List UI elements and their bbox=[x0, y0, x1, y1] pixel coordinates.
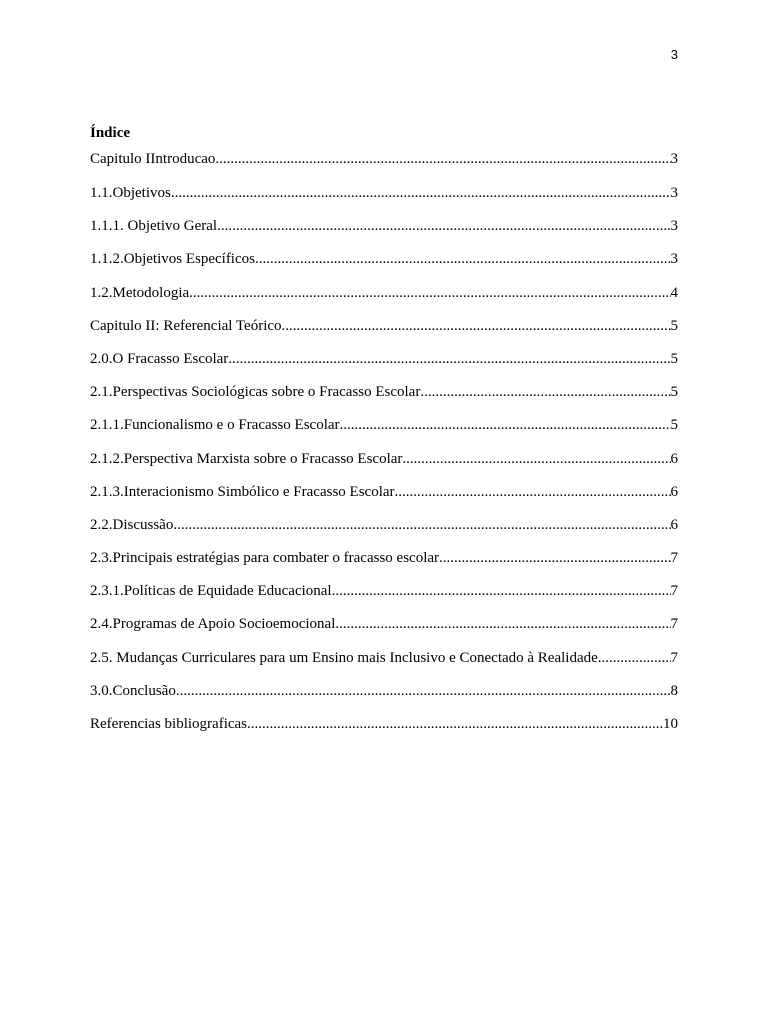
toc-entry-mudancas-curriculares[interactable] bbox=[90, 648, 678, 681]
toc-entry-perspectiva-marxista[interactable] bbox=[90, 449, 678, 482]
toc-dot-leader bbox=[340, 415, 671, 435]
toc-entry-page: 10 bbox=[663, 716, 678, 732]
toc-entry-page: 7 bbox=[670, 616, 678, 633]
toc-dot-leader bbox=[402, 449, 670, 469]
toc-entry-conclusao[interactable] bbox=[90, 681, 678, 714]
toc-dot-leader bbox=[215, 149, 670, 169]
toc-title: Índice bbox=[90, 125, 131, 141]
toc-entry-page: 3 bbox=[670, 251, 678, 268]
toc-dot-leader bbox=[171, 183, 671, 203]
toc-entry-label: 2.3.1.Políticas de Equidade Educacional bbox=[90, 583, 332, 600]
toc-entry-page: 3 bbox=[670, 151, 678, 167]
toc-entry-objetivos-especificos[interactable] bbox=[90, 249, 678, 282]
toc-entry-metodologia[interactable] bbox=[90, 283, 678, 316]
toc-dot-leader bbox=[282, 316, 671, 336]
toc-entry-objetivo-geral[interactable] bbox=[90, 216, 678, 249]
toc-entry-page: 6 bbox=[670, 483, 678, 500]
toc-entry-page: 7 bbox=[670, 649, 678, 666]
toc-entry-label: 2.3.Principais estratégias para combater o fracasso escolar bbox=[90, 550, 440, 567]
toc-entry-label: 2.1.3.Interacionismo Simbólico e Fracasso Escolar bbox=[90, 483, 395, 500]
toc-entry-objetivos[interactable] bbox=[90, 183, 678, 216]
toc-entry-label: 3.0.Conclusão bbox=[90, 682, 176, 699]
toc-dot-leader bbox=[335, 614, 670, 634]
toc-entry-label: 2.1.Perspectivas Sociológicas sobre o Fracasso Escolar bbox=[90, 384, 421, 401]
toc-entry-page: 5 bbox=[670, 384, 678, 401]
toc-entry-page: 7 bbox=[670, 550, 678, 567]
toc-entry-referencias[interactable] bbox=[90, 714, 678, 747]
toc-entry-label: 1.1.Objetivos bbox=[90, 185, 171, 201]
toc-entry-discussao[interactable] bbox=[90, 515, 678, 548]
toc-entry-page: 5 bbox=[670, 417, 678, 434]
toc-entry-fracasso-escolar[interactable] bbox=[90, 349, 678, 382]
toc-entry-page: 5 bbox=[670, 350, 678, 367]
toc-dot-leader bbox=[247, 714, 663, 734]
toc-dot-leader bbox=[439, 548, 670, 568]
toc-entry-label: 2.5. Mudanças Curriculares para um Ensino mais Inclusivo e Conectado à Realidade bbox=[90, 649, 598, 666]
toc-entry-label: 1.1.2.Objetivos Específicos bbox=[90, 251, 255, 268]
toc-entry-page: 6 bbox=[670, 516, 678, 533]
toc-entry-label: Referencias bibliograficas bbox=[90, 716, 248, 732]
toc-entry-referencial-teorico[interactable] bbox=[90, 316, 678, 349]
toc-entry-label: Capitulo II: Referencial Teórico bbox=[90, 317, 282, 334]
toc-entry-label: 2.1.2.Perspectiva Marxista sobre o Fracasso Escolar bbox=[90, 450, 403, 467]
toc-dot-leader bbox=[598, 648, 671, 668]
toc-dot-leader bbox=[395, 482, 671, 502]
toc-dot-leader bbox=[420, 382, 670, 402]
toc-entry-page: 5 bbox=[670, 317, 678, 334]
toc-entry-label: 1.2.Metodologia bbox=[90, 284, 190, 301]
toc-entry-page: 4 bbox=[670, 284, 678, 301]
toc-entry-label: 1.1.1. Objetivo Geral bbox=[90, 218, 218, 235]
toc-entry-label: 2.0.O Fracasso Escolar bbox=[90, 350, 229, 367]
toc-dot-leader bbox=[217, 216, 670, 236]
toc-entry-label: 2.2.Discussão bbox=[90, 516, 174, 533]
page-number: 3 bbox=[670, 47, 678, 62]
toc-entry-label: Capitulo IIntroducao bbox=[90, 151, 216, 167]
toc-entry-perspectivas-sociologicas[interactable] bbox=[90, 382, 678, 415]
toc-entry-introducao[interactable] bbox=[90, 149, 678, 183]
toc-entry-page: 7 bbox=[670, 583, 678, 600]
toc-entry-label: 2.4.Programas de Apoio Socioemocional bbox=[90, 616, 336, 633]
toc-dot-leader bbox=[255, 249, 671, 269]
toc-entry-politicas-equidade[interactable] bbox=[90, 581, 678, 614]
toc-dot-leader bbox=[176, 681, 671, 701]
toc-entry-page: 6 bbox=[670, 450, 678, 467]
toc-entry-page: 8 bbox=[670, 682, 678, 699]
toc-entry-page: 3 bbox=[670, 185, 678, 201]
table-of-contents bbox=[90, 149, 678, 747]
toc-entry-funcionalismo[interactable] bbox=[90, 415, 678, 448]
toc-dot-leader bbox=[189, 283, 670, 303]
toc-entry-page: 3 bbox=[670, 218, 678, 235]
toc-dot-leader bbox=[332, 581, 671, 601]
toc-dot-leader bbox=[228, 349, 670, 369]
toc-entry-principais-estrategias[interactable] bbox=[90, 548, 678, 581]
toc-entry-apoio-socioemocional[interactable] bbox=[90, 614, 678, 647]
toc-entry-label: 2.1.1.Funcionalismo e o Fracasso Escolar bbox=[90, 417, 340, 434]
toc-dot-leader bbox=[173, 515, 670, 535]
toc-entry-interacionismo-simbolico[interactable] bbox=[90, 482, 678, 515]
